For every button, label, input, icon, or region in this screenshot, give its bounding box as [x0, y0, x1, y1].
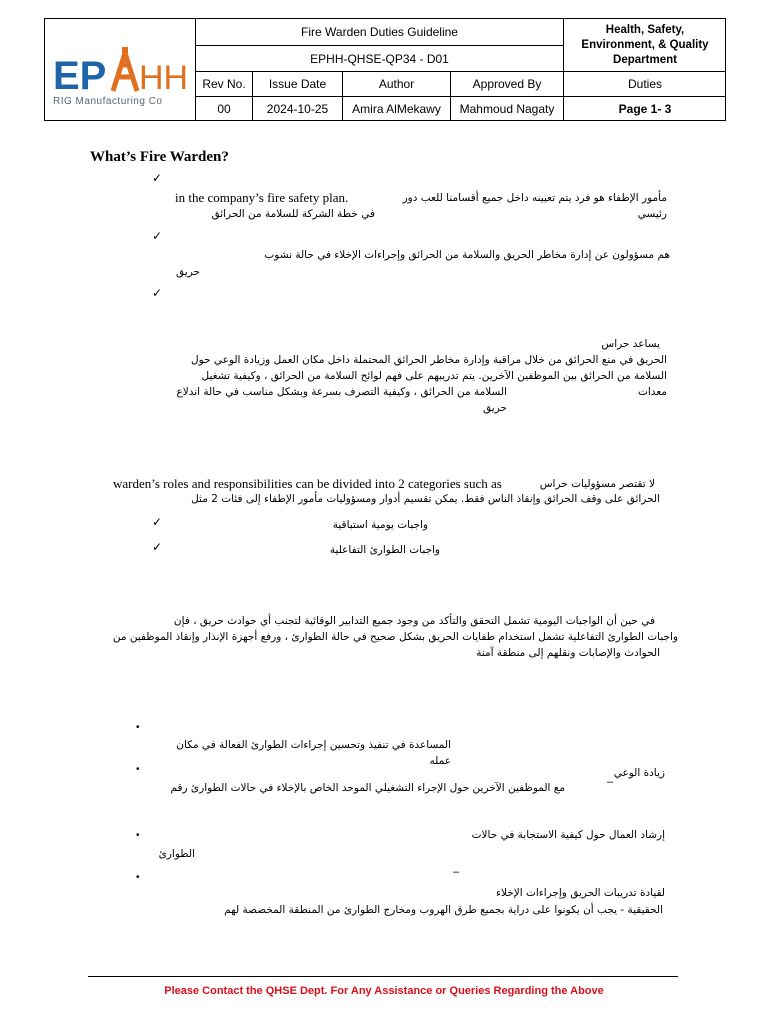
paragraph-line2: واجبات الطوارئ التفاعلية تشمل استخدام طفايات الحريق بشكل صحيح في حالة الطوارئ ، ورفع أجهزة الإنذار وإنقاذ الموظفين من	[112, 631, 678, 643]
bullet1-text: المساعدة في تنفيذ وتحسين إجراءات الطوارئ الفعالة في مكان عمله	[176, 739, 451, 767]
checkmark-icon: ✓	[152, 229, 163, 243]
svg-text:HH: HH	[139, 59, 189, 97]
page-number: Page 1- 3	[618, 101, 672, 116]
check3-arabic-line2: السلامة من الحرائق بين الموظفين الآخرين. يتم تدريبهم على فهم لوائح السلامة من الحرائق ، وكيفية تشغيل معدات	[201, 370, 667, 398]
footer-divider	[88, 976, 678, 977]
logo-subtitle: RIG Manufacturing Co	[53, 96, 163, 107]
bullet-icon: •	[136, 872, 140, 883]
category-proactive-duties: واجبات يومية استباقية	[332, 519, 428, 531]
checkmark-icon: ✓	[152, 515, 163, 529]
department-label: Health, Safety, Environment, & Quality Department	[581, 23, 709, 66]
check3-arabic-line3: السلامة من الحرائق ، وكيفية التصرف بسرعة وبشكل مناسب في حالة اندلاع حريق	[176, 386, 507, 414]
paragraph-line3: الحوادث والإصابات ونقلهم إلى منطقة آمنة	[476, 647, 660, 659]
doc-code: EPHH-QHSE-QP34 - D01	[310, 51, 449, 66]
rev-no-value: 00	[217, 101, 231, 116]
issue-date-value: 2024-10-25	[266, 101, 329, 116]
dash-mark: –	[607, 776, 614, 788]
bullet-icon: •	[136, 830, 140, 841]
category-reactive-duties: واجبات الطوارئ التفاعلية	[329, 544, 440, 556]
author-header: Author	[378, 77, 415, 91]
duties-header: Duties	[627, 77, 662, 91]
bullet4-line1: لقيادة تدريبات الحريق وإجراءات الإخلاء	[496, 887, 665, 899]
check1-english-text: in the company’s fire safety plan.	[175, 190, 349, 205]
approved-by-header: Approved By	[472, 77, 542, 91]
footer-contact-note: Please Contact the QHSE Dept. For Any Assistance or Queries Regarding the Above	[164, 985, 604, 997]
roles-arabic-inline: لا تقتصر مسؤوليات حراس	[539, 478, 655, 490]
bullet3-line1: إرشاد العمال حول كيفية الاستجابة في حالات	[471, 829, 665, 841]
check3-arabic-title: يساعد حراس	[601, 338, 660, 350]
bullet2-text: مع الموظفين الآخرين حول الإجراء التشغيلي الموحد الخاص بالإخلاء في حالات الطوارئ رقم	[170, 782, 565, 794]
dash-mark: –	[453, 866, 460, 878]
checkmark-icon: ✓	[152, 540, 163, 554]
bullet-icon: •	[136, 722, 140, 733]
doc-title: Fire Warden Duties Guideline	[301, 25, 458, 39]
bullet2-right-text: زيادة الوعي	[613, 767, 665, 779]
check2-arabic-line2: حريق	[176, 266, 200, 278]
bullet-icon: •	[136, 764, 140, 775]
rev-no-header: Rev No.	[202, 77, 246, 91]
checkmark-icon: ✓	[152, 171, 163, 185]
author-value: Amira AlMekawy	[352, 101, 441, 116]
paragraph-line1: في حين أن الواجبات اليومية تشمل التحقق والتأكد من وجود جميع التدابير الوقائية لتجنب أي حوادث حريق ، فإن	[173, 615, 655, 627]
section-heading: What’s Fire Warden?	[90, 149, 229, 165]
check2-arabic-line1: هم مسؤولون عن إدارة مخاطر الحريق والسلامة من الحرائق وإجراءات الإخلاء في حالة نشوب	[264, 249, 670, 261]
check1-arabic-line1: مأمور الإطفاء هو فرد يتم تعيينه داخل جميع أقسامنا للعب دور رئيسي	[402, 192, 667, 220]
svg-text:EP: EP	[53, 54, 107, 97]
check3-arabic-line1: الحريق في منع الحرائق من خلال مراقبة وإدارة مخاطر الحرائق المحتملة داخل مكان العمل وزيادة الوعي حول	[191, 354, 667, 366]
document-header-table	[44, 18, 726, 121]
checkmark-icon: ✓	[152, 286, 163, 300]
issue-date-header: Issue Date	[268, 77, 327, 91]
roles-arabic-line2: الحرائق على وقف الحرائق وإنقاذ الناس فقط. يمكن تقسيم أدوار ومسؤوليات مأمور الإطفاء إلى فئات 2 مثل	[191, 493, 660, 505]
epHH-logo-graphic	[51, 47, 191, 97]
bullet3-line2: الطوارئ	[158, 848, 195, 860]
bullet4-line2: الحقيقية - يجب أن يكونوا على دراية بجميع طرق الهروب ومخارج الطوارئ من المنطقة المخصصة لهم	[224, 904, 663, 916]
approved-by-value: Mahmoud Nagaty	[459, 101, 555, 116]
check1-arabic-line2: في خطة الشركة للسلامة من الحرائق	[211, 208, 375, 220]
roles-english-text: warden’s roles and responsibilities can be divided into 2 categories such as	[113, 476, 502, 491]
